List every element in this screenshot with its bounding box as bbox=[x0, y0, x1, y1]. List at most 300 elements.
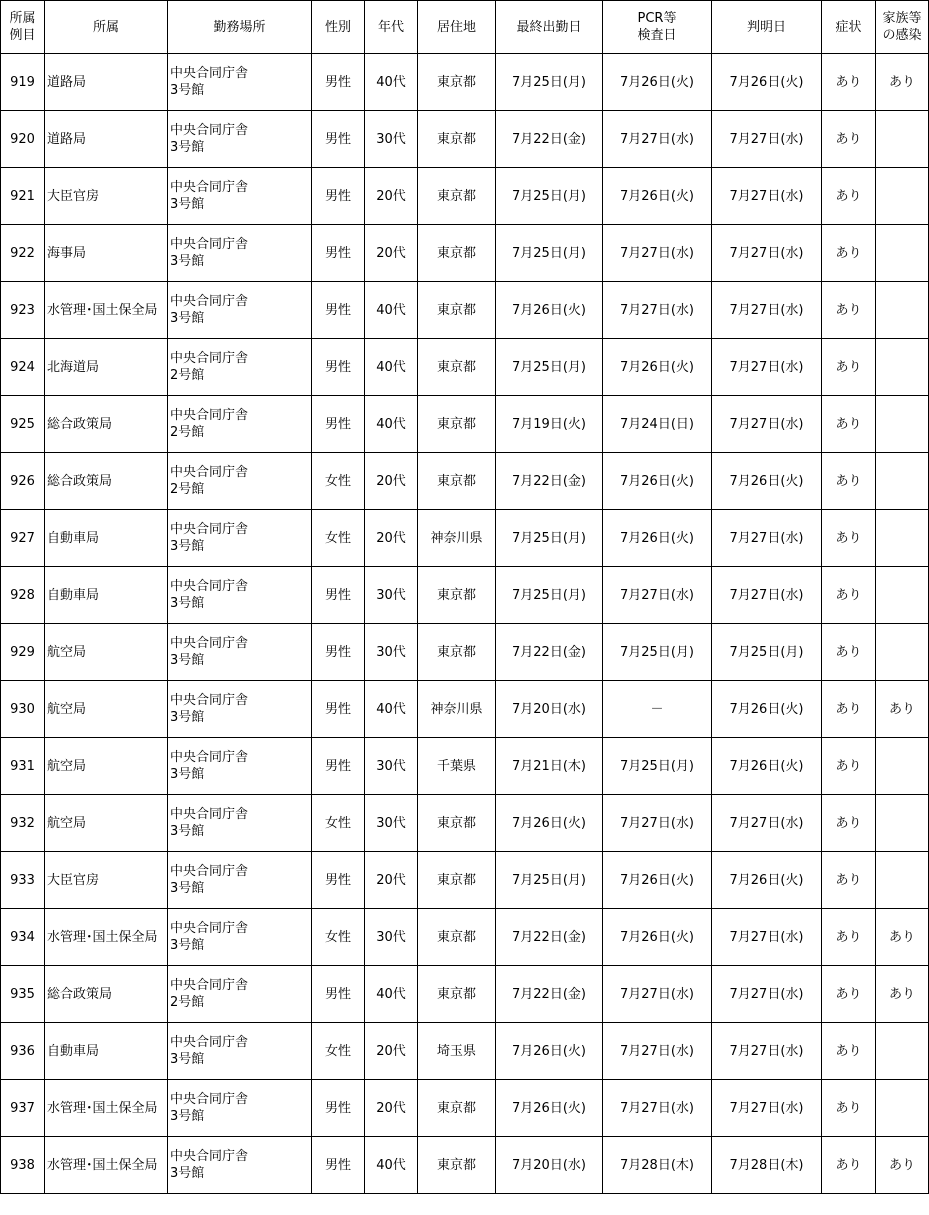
workplace-line-2: 3号館 bbox=[170, 311, 205, 326]
cell-age: 40代 bbox=[365, 681, 418, 738]
cell-last-work-day: 7月22日(金) bbox=[496, 966, 603, 1023]
workplace-line-2: 2号館 bbox=[170, 995, 205, 1010]
cell-symptoms: あり bbox=[822, 738, 876, 795]
cell-workplace bbox=[168, 111, 312, 168]
cell-workplace bbox=[168, 168, 312, 225]
cell-sex: 男性 bbox=[312, 1080, 365, 1137]
cell-residence: 東京都 bbox=[418, 54, 496, 111]
table-row bbox=[1, 339, 929, 396]
cell-age: 30代 bbox=[365, 624, 418, 681]
cell-confirmed-day: 7月28日(木) bbox=[712, 1137, 822, 1194]
cell-family-infection bbox=[876, 339, 929, 396]
header-family-line1: 家族等 bbox=[882, 11, 922, 26]
cell-symptoms: あり bbox=[822, 396, 876, 453]
cell-age: 20代 bbox=[365, 453, 418, 510]
workplace-line-2: 3号館 bbox=[170, 938, 205, 953]
header-symptoms: 症状 bbox=[822, 1, 876, 54]
cell-family-infection bbox=[876, 795, 929, 852]
cell-sex: 女性 bbox=[312, 909, 365, 966]
cell-sex: 女性 bbox=[312, 1023, 365, 1080]
cell-residence: 東京都 bbox=[418, 1080, 496, 1137]
cell-sex: 男性 bbox=[312, 681, 365, 738]
workplace-line-1: 中央合同庁舎 bbox=[170, 180, 249, 195]
cell-symptoms: あり bbox=[822, 909, 876, 966]
cell-workplace bbox=[168, 510, 312, 567]
cell-case-no: 919 bbox=[1, 54, 45, 111]
cell-family-infection bbox=[876, 225, 929, 282]
cell-pcr-test-day: － bbox=[603, 681, 712, 738]
cell-department: 自動車局 bbox=[45, 510, 168, 567]
cell-sex: 男性 bbox=[312, 282, 365, 339]
cell-case-no: 931 bbox=[1, 738, 45, 795]
cell-case-no: 933 bbox=[1, 852, 45, 909]
cell-confirmed-day: 7月27日(水) bbox=[712, 339, 822, 396]
workplace-line-2: 3号館 bbox=[170, 254, 205, 269]
cell-family-infection bbox=[876, 396, 929, 453]
cell-department: 道路局 bbox=[45, 54, 168, 111]
cell-last-work-day: 7月19日(火) bbox=[496, 396, 603, 453]
cell-pcr-test-day: 7月26日(火) bbox=[603, 909, 712, 966]
cell-last-work-day: 7月25日(月) bbox=[496, 510, 603, 567]
cell-age: 30代 bbox=[365, 795, 418, 852]
cell-case-no: 929 bbox=[1, 624, 45, 681]
cell-family-infection bbox=[876, 852, 929, 909]
cell-workplace bbox=[168, 1023, 312, 1080]
cell-department: 航空局 bbox=[45, 624, 168, 681]
cell-pcr-test-day: 7月26日(火) bbox=[603, 339, 712, 396]
cell-residence: 東京都 bbox=[418, 168, 496, 225]
cell-symptoms: あり bbox=[822, 282, 876, 339]
table-row bbox=[1, 738, 929, 795]
cell-family-infection bbox=[876, 111, 929, 168]
cell-family-infection: あり bbox=[876, 1137, 929, 1194]
cell-case-no: 922 bbox=[1, 225, 45, 282]
cell-sex: 女性 bbox=[312, 453, 365, 510]
cell-residence: 東京都 bbox=[418, 966, 496, 1023]
table-row bbox=[1, 54, 929, 111]
workplace-line-2: 3号館 bbox=[170, 596, 205, 611]
cell-confirmed-day: 7月27日(水) bbox=[712, 396, 822, 453]
cell-residence: 神奈川県 bbox=[418, 510, 496, 567]
cell-department: 航空局 bbox=[45, 738, 168, 795]
cell-sex: 男性 bbox=[312, 738, 365, 795]
cell-residence: 東京都 bbox=[418, 396, 496, 453]
cell-confirmed-day: 7月26日(火) bbox=[712, 54, 822, 111]
table-row bbox=[1, 453, 929, 510]
cell-confirmed-day: 7月26日(火) bbox=[712, 738, 822, 795]
header-residence: 居住地 bbox=[418, 1, 496, 54]
cell-workplace bbox=[168, 453, 312, 510]
workplace-line-1: 中央合同庁舎 bbox=[170, 1149, 249, 1164]
header-confirmed-day: 判明日 bbox=[712, 1, 822, 54]
workplace-line-1: 中央合同庁舎 bbox=[170, 66, 249, 81]
workplace-line-2: 2号館 bbox=[170, 368, 205, 383]
header-department: 所属 bbox=[45, 1, 168, 54]
table-row bbox=[1, 396, 929, 453]
cell-age: 20代 bbox=[365, 225, 418, 282]
header-sex: 性別 bbox=[312, 1, 365, 54]
header-pcr-line2: 検査日 bbox=[637, 28, 677, 43]
workplace-line-2: 3号館 bbox=[170, 83, 205, 98]
cell-confirmed-day: 7月27日(水) bbox=[712, 567, 822, 624]
cell-last-work-day: 7月25日(月) bbox=[496, 567, 603, 624]
cell-symptoms: あり bbox=[822, 111, 876, 168]
cell-pcr-test-day: 7月27日(水) bbox=[603, 225, 712, 282]
cell-last-work-day: 7月25日(月) bbox=[496, 339, 603, 396]
cell-age: 20代 bbox=[365, 1023, 418, 1080]
cell-workplace bbox=[168, 966, 312, 1023]
cell-last-work-day: 7月22日(金) bbox=[496, 909, 603, 966]
workplace-line-1: 中央合同庁舎 bbox=[170, 1035, 249, 1050]
cell-last-work-day: 7月20日(水) bbox=[496, 681, 603, 738]
cell-family-infection bbox=[876, 738, 929, 795]
cell-confirmed-day: 7月26日(火) bbox=[712, 852, 822, 909]
cell-workplace bbox=[168, 852, 312, 909]
cell-workplace bbox=[168, 681, 312, 738]
cell-confirmed-day: 7月27日(水) bbox=[712, 111, 822, 168]
cell-pcr-test-day: 7月26日(火) bbox=[603, 453, 712, 510]
cell-symptoms: あり bbox=[822, 1023, 876, 1080]
cell-department: 水管理･国土保全局 bbox=[45, 282, 168, 339]
workplace-line-1: 中央合同庁舎 bbox=[170, 579, 249, 594]
cell-case-no: 924 bbox=[1, 339, 45, 396]
cell-department: 北海道局 bbox=[45, 339, 168, 396]
cell-case-no: 938 bbox=[1, 1137, 45, 1194]
header-row bbox=[1, 1, 929, 54]
cell-workplace bbox=[168, 909, 312, 966]
cell-pcr-test-day: 7月27日(水) bbox=[603, 966, 712, 1023]
header-age: 年代 bbox=[365, 1, 418, 54]
cell-case-no: 927 bbox=[1, 510, 45, 567]
cell-pcr-test-day: 7月26日(火) bbox=[603, 54, 712, 111]
cell-last-work-day: 7月26日(火) bbox=[496, 795, 603, 852]
cell-residence: 東京都 bbox=[418, 624, 496, 681]
table-row bbox=[1, 624, 929, 681]
cell-confirmed-day: 7月26日(火) bbox=[712, 453, 822, 510]
cell-case-no: 930 bbox=[1, 681, 45, 738]
cell-residence: 東京都 bbox=[418, 795, 496, 852]
cell-pcr-test-day: 7月24日(日) bbox=[603, 396, 712, 453]
cell-last-work-day: 7月21日(木) bbox=[496, 738, 603, 795]
cell-workplace bbox=[168, 567, 312, 624]
cell-department: 道路局 bbox=[45, 111, 168, 168]
cell-last-work-day: 7月25日(月) bbox=[496, 852, 603, 909]
cell-family-infection bbox=[876, 1080, 929, 1137]
cell-last-work-day: 7月26日(火) bbox=[496, 1080, 603, 1137]
cell-workplace bbox=[168, 225, 312, 282]
cell-symptoms: あり bbox=[822, 852, 876, 909]
cell-symptoms: あり bbox=[822, 168, 876, 225]
header-pcr-line1: PCR等 bbox=[637, 11, 677, 26]
table-row bbox=[1, 795, 929, 852]
cell-department: 総合政策局 bbox=[45, 453, 168, 510]
cell-family-infection: あり bbox=[876, 681, 929, 738]
cell-case-no: 928 bbox=[1, 567, 45, 624]
cell-pcr-test-day: 7月25日(月) bbox=[603, 624, 712, 681]
table-row bbox=[1, 225, 929, 282]
header-pcr-test-day bbox=[603, 1, 712, 54]
cell-residence: 東京都 bbox=[418, 225, 496, 282]
cell-pcr-test-day: 7月26日(火) bbox=[603, 510, 712, 567]
table-row bbox=[1, 1137, 929, 1194]
cell-sex: 男性 bbox=[312, 966, 365, 1023]
workplace-line-1: 中央合同庁舎 bbox=[170, 750, 249, 765]
table-row bbox=[1, 567, 929, 624]
cell-symptoms: あり bbox=[822, 510, 876, 567]
cell-pcr-test-day: 7月27日(水) bbox=[603, 282, 712, 339]
cell-confirmed-day: 7月27日(水) bbox=[712, 1080, 822, 1137]
cell-case-no: 937 bbox=[1, 1080, 45, 1137]
workplace-line-1: 中央合同庁舎 bbox=[170, 522, 249, 537]
cell-family-infection: あり bbox=[876, 54, 929, 111]
cell-workplace bbox=[168, 795, 312, 852]
cell-age: 40代 bbox=[365, 1137, 418, 1194]
cell-department: 海事局 bbox=[45, 225, 168, 282]
header-case-no-line2: 例目 bbox=[9, 28, 36, 43]
cell-family-infection bbox=[876, 168, 929, 225]
cell-family-infection bbox=[876, 624, 929, 681]
cell-residence: 東京都 bbox=[418, 852, 496, 909]
workplace-line-1: 中央合同庁舎 bbox=[170, 351, 249, 366]
cell-confirmed-day: 7月27日(水) bbox=[712, 282, 822, 339]
cell-sex: 男性 bbox=[312, 225, 365, 282]
cell-confirmed-day: 7月27日(水) bbox=[712, 510, 822, 567]
cell-symptoms: あり bbox=[822, 795, 876, 852]
workplace-line-1: 中央合同庁舎 bbox=[170, 921, 249, 936]
workplace-line-1: 中央合同庁舎 bbox=[170, 294, 249, 309]
cell-workplace bbox=[168, 738, 312, 795]
table-row bbox=[1, 852, 929, 909]
cell-symptoms: あり bbox=[822, 225, 876, 282]
cell-residence: 東京都 bbox=[418, 453, 496, 510]
cell-symptoms: あり bbox=[822, 1137, 876, 1194]
cell-workplace bbox=[168, 396, 312, 453]
cell-sex: 男性 bbox=[312, 111, 365, 168]
cell-family-infection: あり bbox=[876, 909, 929, 966]
cell-symptoms: あり bbox=[822, 339, 876, 396]
workplace-line-1: 中央合同庁舎 bbox=[170, 465, 249, 480]
cell-residence: 東京都 bbox=[418, 111, 496, 168]
cell-symptoms: あり bbox=[822, 1080, 876, 1137]
cell-last-work-day: 7月25日(月) bbox=[496, 54, 603, 111]
workplace-line-1: 中央合同庁舎 bbox=[170, 693, 249, 708]
cell-pcr-test-day: 7月25日(月) bbox=[603, 738, 712, 795]
cell-case-no: 925 bbox=[1, 396, 45, 453]
table-row bbox=[1, 1023, 929, 1080]
cell-age: 30代 bbox=[365, 111, 418, 168]
cell-age: 40代 bbox=[365, 339, 418, 396]
cell-last-work-day: 7月26日(火) bbox=[496, 1023, 603, 1080]
cell-pcr-test-day: 7月26日(火) bbox=[603, 852, 712, 909]
cell-case-no: 921 bbox=[1, 168, 45, 225]
cell-age: 40代 bbox=[365, 966, 418, 1023]
workplace-line-2: 3号館 bbox=[170, 767, 205, 782]
workplace-line-1: 中央合同庁舎 bbox=[170, 123, 249, 138]
cell-confirmed-day: 7月27日(水) bbox=[712, 1023, 822, 1080]
cell-confirmed-day: 7月27日(水) bbox=[712, 168, 822, 225]
cell-case-no: 934 bbox=[1, 909, 45, 966]
cell-last-work-day: 7月22日(金) bbox=[496, 111, 603, 168]
cell-last-work-day: 7月20日(水) bbox=[496, 1137, 603, 1194]
cell-department: 自動車局 bbox=[45, 1023, 168, 1080]
table-header bbox=[1, 1, 929, 54]
cell-last-work-day: 7月26日(火) bbox=[496, 282, 603, 339]
cell-department: 航空局 bbox=[45, 795, 168, 852]
cell-confirmed-day: 7月27日(水) bbox=[712, 966, 822, 1023]
cell-sex: 男性 bbox=[312, 852, 365, 909]
cell-age: 40代 bbox=[365, 396, 418, 453]
table-row bbox=[1, 681, 929, 738]
table-row bbox=[1, 1080, 929, 1137]
cell-residence: 東京都 bbox=[418, 567, 496, 624]
cell-workplace bbox=[168, 1137, 312, 1194]
cell-pcr-test-day: 7月28日(木) bbox=[603, 1137, 712, 1194]
cell-pcr-test-day: 7月27日(水) bbox=[603, 1080, 712, 1137]
cell-confirmed-day: 7月26日(火) bbox=[712, 681, 822, 738]
cell-department: 水管理･国土保全局 bbox=[45, 909, 168, 966]
table-body bbox=[1, 54, 929, 1194]
cell-symptoms: あり bbox=[822, 966, 876, 1023]
cell-department: 水管理･国土保全局 bbox=[45, 1080, 168, 1137]
cell-last-work-day: 7月22日(金) bbox=[496, 453, 603, 510]
workplace-line-2: 3号館 bbox=[170, 1166, 205, 1181]
header-case-no-line1: 所属 bbox=[9, 11, 36, 26]
cell-family-infection bbox=[876, 453, 929, 510]
cell-age: 30代 bbox=[365, 909, 418, 966]
cell-symptoms: あり bbox=[822, 567, 876, 624]
cell-sex: 女性 bbox=[312, 510, 365, 567]
cell-residence: 東京都 bbox=[418, 909, 496, 966]
workplace-line-1: 中央合同庁舎 bbox=[170, 807, 249, 822]
workplace-line-2: 3号館 bbox=[170, 881, 205, 896]
workplace-line-1: 中央合同庁舎 bbox=[170, 864, 249, 879]
cell-sex: 男性 bbox=[312, 1137, 365, 1194]
cell-age: 20代 bbox=[365, 510, 418, 567]
cell-confirmed-day: 7月27日(水) bbox=[712, 909, 822, 966]
cell-age: 20代 bbox=[365, 1080, 418, 1137]
workplace-line-2: 3号館 bbox=[170, 1109, 205, 1124]
workplace-line-2: 3号館 bbox=[170, 140, 205, 155]
cell-symptoms: あり bbox=[822, 624, 876, 681]
workplace-line-2: 2号館 bbox=[170, 425, 205, 440]
workplace-line-2: 3号館 bbox=[170, 1052, 205, 1067]
cell-sex: 男性 bbox=[312, 396, 365, 453]
cell-department: 大臣官房 bbox=[45, 852, 168, 909]
cell-residence: 東京都 bbox=[418, 339, 496, 396]
cell-department: 総合政策局 bbox=[45, 396, 168, 453]
cell-department: 航空局 bbox=[45, 681, 168, 738]
workplace-line-1: 中央合同庁舎 bbox=[170, 237, 249, 252]
cell-family-infection bbox=[876, 282, 929, 339]
cell-symptoms: あり bbox=[822, 453, 876, 510]
table-row bbox=[1, 909, 929, 966]
cell-family-infection bbox=[876, 1023, 929, 1080]
header-last-work-day: 最終出勤日 bbox=[496, 1, 603, 54]
cell-sex: 男性 bbox=[312, 339, 365, 396]
cell-age: 40代 bbox=[365, 282, 418, 339]
cell-case-no: 932 bbox=[1, 795, 45, 852]
cell-case-no: 936 bbox=[1, 1023, 45, 1080]
cell-pcr-test-day: 7月27日(水) bbox=[603, 567, 712, 624]
workplace-line-1: 中央合同庁舎 bbox=[170, 408, 249, 423]
cell-pcr-test-day: 7月26日(火) bbox=[603, 168, 712, 225]
cell-family-infection: あり bbox=[876, 966, 929, 1023]
table-row bbox=[1, 111, 929, 168]
header-family-line2: の感染 bbox=[882, 28, 922, 43]
workplace-line-2: 2号館 bbox=[170, 482, 205, 497]
cell-family-infection bbox=[876, 510, 929, 567]
cell-case-no: 926 bbox=[1, 453, 45, 510]
cell-residence: 千葉県 bbox=[418, 738, 496, 795]
cell-confirmed-day: 7月25日(月) bbox=[712, 624, 822, 681]
cell-department: 大臣官房 bbox=[45, 168, 168, 225]
cell-residence: 神奈川県 bbox=[418, 681, 496, 738]
cell-case-no: 923 bbox=[1, 282, 45, 339]
cell-last-work-day: 7月25日(月) bbox=[496, 168, 603, 225]
cell-sex: 女性 bbox=[312, 795, 365, 852]
cell-residence: 埼玉県 bbox=[418, 1023, 496, 1080]
workplace-line-2: 3号館 bbox=[170, 824, 205, 839]
cell-department: 自動車局 bbox=[45, 567, 168, 624]
table-row bbox=[1, 168, 929, 225]
workplace-line-1: 中央合同庁舎 bbox=[170, 636, 249, 651]
workplace-line-1: 中央合同庁舎 bbox=[170, 978, 249, 993]
cell-workplace bbox=[168, 54, 312, 111]
cell-workplace bbox=[168, 624, 312, 681]
workplace-line-2: 3号館 bbox=[170, 710, 205, 725]
cell-age: 20代 bbox=[365, 852, 418, 909]
cell-workplace bbox=[168, 339, 312, 396]
cell-age: 40代 bbox=[365, 54, 418, 111]
cell-symptoms: あり bbox=[822, 681, 876, 738]
cell-residence: 東京都 bbox=[418, 1137, 496, 1194]
workplace-line-2: 3号館 bbox=[170, 197, 205, 212]
workplace-line-2: 3号館 bbox=[170, 653, 205, 668]
cell-pcr-test-day: 7月27日(水) bbox=[603, 795, 712, 852]
cell-sex: 男性 bbox=[312, 54, 365, 111]
table-row bbox=[1, 966, 929, 1023]
table-row bbox=[1, 282, 929, 339]
cell-pcr-test-day: 7月27日(水) bbox=[603, 1023, 712, 1080]
cell-age: 30代 bbox=[365, 738, 418, 795]
cell-symptoms: あり bbox=[822, 54, 876, 111]
cell-confirmed-day: 7月27日(水) bbox=[712, 225, 822, 282]
header-case-no bbox=[1, 1, 45, 54]
cell-department: 水管理･国土保全局 bbox=[45, 1137, 168, 1194]
cell-case-no: 935 bbox=[1, 966, 45, 1023]
table-row bbox=[1, 510, 929, 567]
cell-residence: 東京都 bbox=[418, 282, 496, 339]
cell-workplace bbox=[168, 1080, 312, 1137]
cell-sex: 男性 bbox=[312, 624, 365, 681]
cell-age: 20代 bbox=[365, 168, 418, 225]
cell-sex: 男性 bbox=[312, 168, 365, 225]
cell-pcr-test-day: 7月27日(水) bbox=[603, 111, 712, 168]
cell-last-work-day: 7月25日(月) bbox=[496, 225, 603, 282]
cell-case-no: 920 bbox=[1, 111, 45, 168]
cell-last-work-day: 7月22日(金) bbox=[496, 624, 603, 681]
cell-age: 30代 bbox=[365, 567, 418, 624]
cell-confirmed-day: 7月27日(水) bbox=[712, 795, 822, 852]
cell-sex: 男性 bbox=[312, 567, 365, 624]
cell-workplace bbox=[168, 282, 312, 339]
cell-department: 総合政策局 bbox=[45, 966, 168, 1023]
header-workplace: 勤務場所 bbox=[168, 1, 312, 54]
workplace-line-1: 中央合同庁舎 bbox=[170, 1092, 249, 1107]
cell-family-infection bbox=[876, 567, 929, 624]
workplace-line-2: 3号館 bbox=[170, 539, 205, 554]
header-family-infection bbox=[876, 1, 929, 54]
